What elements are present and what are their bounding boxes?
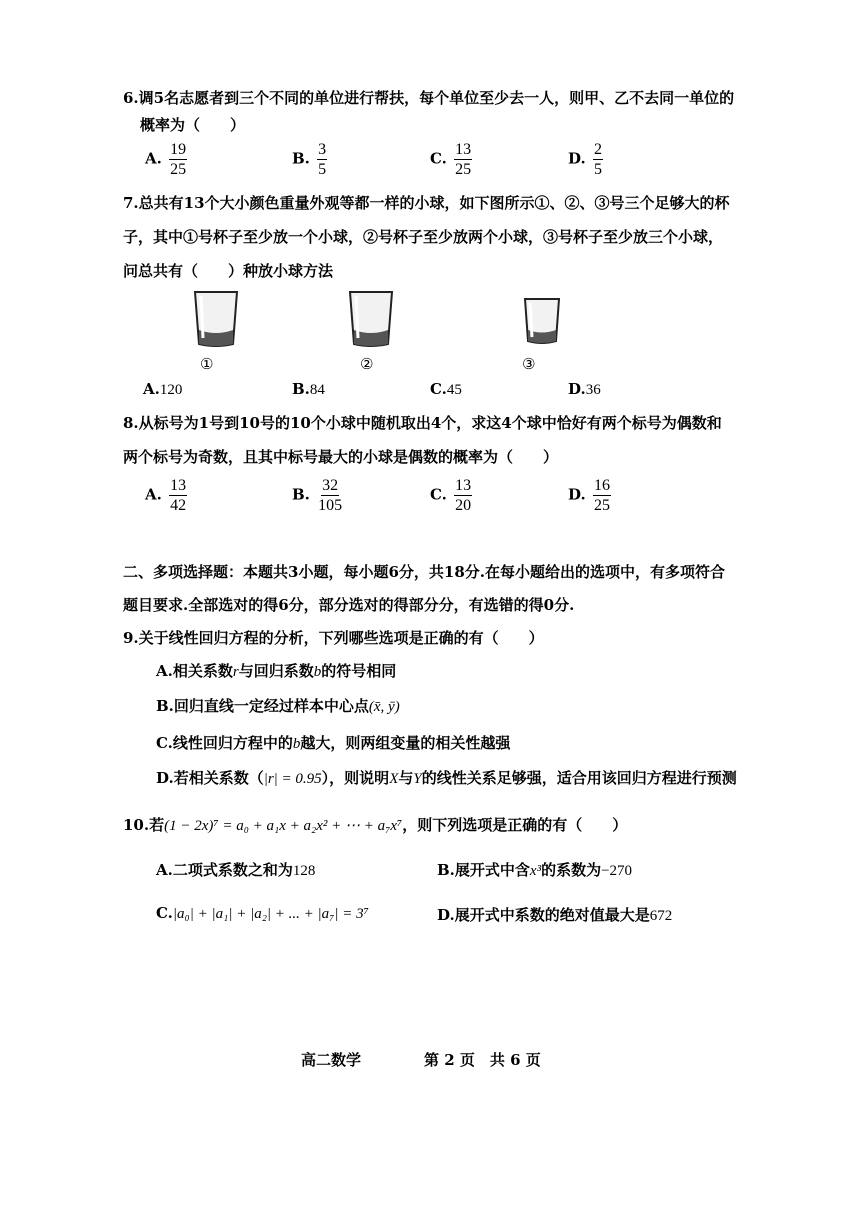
q8-option-d xyxy=(568,477,611,514)
option-value: 36 xyxy=(585,382,601,398)
footer-page-number: 第 2 页 共 6 页 xyxy=(424,1051,541,1069)
text: B.展开式中含 xyxy=(437,861,530,879)
text: 的系数为 xyxy=(541,861,602,879)
math-var: b xyxy=(313,664,322,680)
section2-heading-line1: 二、多项选择题：本题共3小题，每小题6分，共18分.在每小题给出的选项中，有多项符合 xyxy=(123,563,725,581)
q6-option-a xyxy=(145,141,187,178)
text: 与 xyxy=(398,769,414,787)
fraction xyxy=(169,141,187,178)
numerator: 32 xyxy=(322,477,339,494)
q8-stem-line1: 8.从标号为1号到10号的10个小球中随机取出4个，求这4个球中恰好有两个标号为偶数和 xyxy=(123,414,722,432)
numerator: 13 xyxy=(455,477,472,494)
footer-subject: 高二数学 xyxy=(301,1051,362,1069)
text: 的符号相同 xyxy=(321,662,397,680)
math-var: X xyxy=(389,771,399,787)
q6-option-c xyxy=(430,141,472,178)
math-expression: (1 − 2x)⁷ = a₀ + a₁x + a₂x² + ⋯ + a₇x⁷ xyxy=(164,818,403,834)
fraction xyxy=(454,141,472,178)
denominator: 20 xyxy=(455,497,472,514)
cup-1-label: ① xyxy=(200,355,214,373)
fraction xyxy=(317,477,343,514)
q7-option-b xyxy=(292,380,325,399)
denominator: 42 xyxy=(170,497,187,514)
math-value: −270 xyxy=(601,863,633,879)
math-value: 128 xyxy=(292,863,316,879)
q6-option-b xyxy=(292,141,327,178)
text: 的线性关系足够强，适合用该回归方程进行预测 xyxy=(421,769,737,787)
q9-option-a xyxy=(156,660,396,681)
q10-stem xyxy=(123,814,627,835)
text: 越大，则两组变量的相关性越强 xyxy=(300,734,511,752)
option-letter: A. xyxy=(145,149,162,168)
q8-option-c xyxy=(430,477,472,514)
option-letter: B. xyxy=(292,149,310,168)
math-expression: x³ xyxy=(529,863,542,879)
denominator: 25 xyxy=(593,497,610,514)
text: ，则下列选项是正确的有（ ） xyxy=(402,816,628,834)
q7-stem-line3: 问总共有（ ）种放小球方法 xyxy=(123,262,334,280)
q6-stem-line2: 概率为（ ） xyxy=(140,116,246,134)
q9-option-b xyxy=(156,695,400,716)
option-value: 84 xyxy=(309,382,325,398)
q9-option-c xyxy=(156,732,510,753)
option-letter: D. xyxy=(568,380,586,398)
option-letter: B. xyxy=(292,380,310,398)
option-letter: A. xyxy=(145,485,162,504)
text: C. xyxy=(156,904,173,922)
numerator: 16 xyxy=(593,477,610,494)
text: C.线性回归方程中的 xyxy=(156,734,293,752)
q10-option-c xyxy=(156,904,369,923)
denominator: 5 xyxy=(593,161,602,178)
text: B.回归直线一定经过样本中心点 xyxy=(156,697,369,715)
cup-2-icon xyxy=(348,290,394,348)
q10-option-a xyxy=(156,859,315,880)
math-var: r xyxy=(232,664,239,680)
fraction xyxy=(593,477,611,514)
denominator: 25 xyxy=(455,161,472,178)
math-value: 672 xyxy=(649,908,673,924)
option-letter: B. xyxy=(292,485,310,504)
q8-stem-line2: 两个标号为奇数，且其中标号最大的小球是偶数的概率为（ ） xyxy=(123,448,559,466)
denominator: 5 xyxy=(318,161,327,178)
option-letter: C. xyxy=(430,149,447,168)
option-letter: D. xyxy=(568,485,586,504)
option-letter: D. xyxy=(568,149,586,168)
cup-3-icon xyxy=(523,297,561,345)
option-value: 120 xyxy=(159,382,183,398)
text: A.二项式系数之和为 xyxy=(156,861,293,879)
denominator: 105 xyxy=(318,497,343,514)
text: D.展开式中系数的绝对值最大是 xyxy=(437,906,650,924)
numerator: 3 xyxy=(318,141,327,158)
math-expression: |a₀| + |a₁| + |a₂| + ... + |a₇| = 3⁷ xyxy=(172,906,369,922)
q6-option-d xyxy=(568,141,603,178)
q7-option-c xyxy=(430,380,462,399)
q9-option-d xyxy=(156,767,737,788)
text: 与回归系数 xyxy=(238,662,314,680)
math-var: Y xyxy=(413,771,422,787)
option-value: 45 xyxy=(446,382,462,398)
option-letter: C. xyxy=(430,485,447,504)
q8-option-b xyxy=(292,477,343,514)
q7-option-d xyxy=(568,380,601,399)
text: D.若相关系数（ xyxy=(156,769,264,787)
section2-heading-line2: 题目要求.全部选对的得6分，部分选对的得部分分，有选错的得0分. xyxy=(123,596,575,614)
numerator: 2 xyxy=(593,141,602,158)
fraction xyxy=(317,141,327,178)
option-letter: A. xyxy=(143,380,160,398)
math-expression: |r| = 0.95 xyxy=(263,771,322,787)
numerator: 13 xyxy=(170,477,187,494)
q8-option-a xyxy=(145,477,187,514)
fraction xyxy=(169,477,187,514)
q7-option-a xyxy=(143,380,182,399)
fraction xyxy=(454,477,472,514)
text: 10.若 xyxy=(123,816,165,834)
numerator: 19 xyxy=(170,141,187,158)
cup-2-label: ② xyxy=(360,355,374,373)
text: ），则说明 xyxy=(321,769,390,787)
math-expression: (x̄, ȳ) xyxy=(368,699,400,715)
q10-option-b xyxy=(437,859,632,880)
q6-stem-line1: 6.调5名志愿者到三个不同的单位进行帮扶，每个单位至少去一人，则甲、乙不去同一单位的 xyxy=(123,89,735,107)
text: A.相关系数 xyxy=(156,662,233,680)
cup-1-icon xyxy=(193,290,239,348)
math-var: b xyxy=(292,736,301,752)
cup-3-label: ③ xyxy=(522,355,536,373)
fraction xyxy=(593,141,603,178)
q10-option-d xyxy=(437,904,672,925)
denominator: 25 xyxy=(170,161,187,178)
q7-stem-line1: 7.总共有13个大小颜色重量外观等都一样的小球，如下图所示①、②、③号三个足够大的杯 xyxy=(123,194,730,212)
q9-stem: 9.关于线性回归方程的分析，下列哪些选项是正确的有（ ） xyxy=(123,629,544,647)
option-letter: C. xyxy=(430,380,447,398)
numerator: 13 xyxy=(455,141,472,158)
q7-stem-line2: 子，其中①号杯子至少放一个小球，②号杯子至少放两个小球，③号杯子至少放三个小球， xyxy=(123,228,724,246)
